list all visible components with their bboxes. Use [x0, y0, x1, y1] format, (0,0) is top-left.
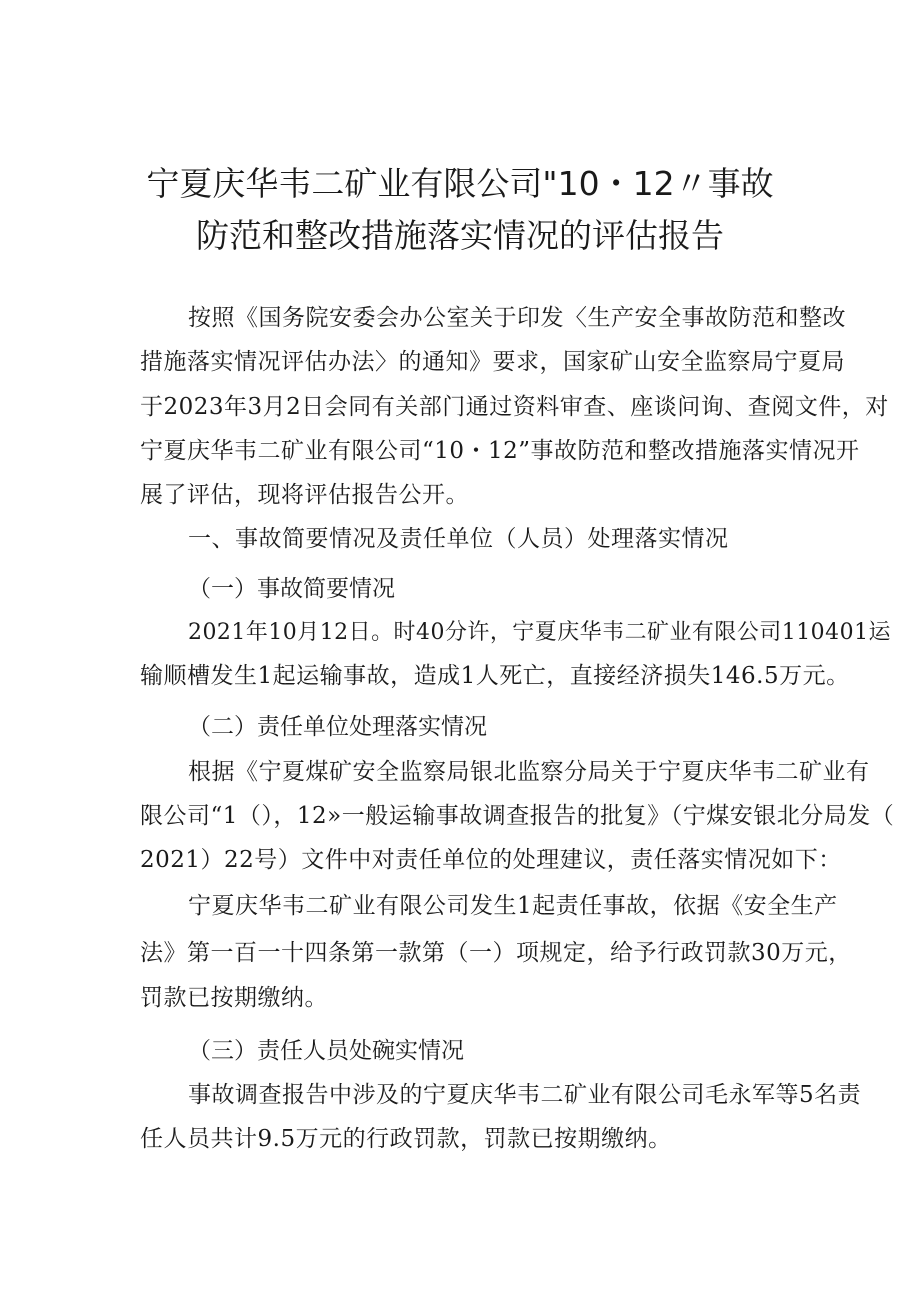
subsection-3-heading: （三）责任人员处碗实情况 — [188, 1038, 464, 1064]
sub2-line-5: 法》第一百一十四条第一款第（一）项规定，给予行政罚款30万元， — [140, 940, 852, 966]
title-line-1: 宁夏庆华韦二矿业有限公司"10・12〃事故 — [146, 164, 774, 203]
intro-line-4: 宁夏庆华韦二矿业有限公司“10・12”事故防范和整改措施落实情况开 — [140, 438, 860, 464]
section-1-heading: 一、事故简要情况及责任单位（人员）处理落实情况 — [188, 526, 729, 552]
sub3-line-1: 事故调查报告中涉及的宁夏庆华韦二矿业有限公司毛永军等5名责 — [188, 1082, 862, 1108]
sub1-line-1: 2021年10月12日。时40分许，宁夏庆华韦二矿业有限公司110401运 — [188, 620, 891, 645]
intro-line-2: 措施落实情况评估办法〉的通知》要求，国家矿山安全监察局宁夏局 — [140, 349, 845, 375]
sub2-line-1: 根据《宁夏煤矿安全监察局银北监察分局关于宁夏庆华韦二矿业有 — [188, 759, 870, 785]
sub3-line-2: 任人员共计9.5万元的行政罚款，罚款已按期缴纳。 — [140, 1126, 672, 1152]
intro-line-3: 于2023年3月2日会同有关部门通过资料审查、座谈问询、查阅文件，对 — [140, 394, 889, 420]
sub2-line-3: 2021）22号）文件中对责任单位的处理建议，责任落实情况如下： — [140, 847, 842, 873]
sub2-line-2: 限公司“1（），12»一般运输事故调查报告的批复》（宁煤安银北分局发（ — [140, 803, 895, 829]
intro-line-5: 展了评估，现将评估报告公开。 — [140, 482, 469, 508]
subsection-2-heading: （二）责任单位处理落实情况 — [188, 714, 487, 740]
sub2-line-4: 宁夏庆华韦二矿业有限公司发生1起责任事故，依据《安全生产 — [188, 893, 838, 919]
sub2-line-6: 罚款已按期缴纳。 — [140, 985, 328, 1011]
intro-line-1: 按照《国务院安委会办公室关于印发〈生产安全事故防范和整改 — [188, 305, 846, 331]
title-line-2: 防范和整改措施落实情况的评估报告 — [196, 216, 724, 255]
subsection-1-heading: （一）事故简要情况 — [188, 576, 395, 602]
sub1-line-2: 输顺槽发生1起运输事故，造成1人死亡，直接经济损失146.5万元。 — [140, 663, 850, 689]
